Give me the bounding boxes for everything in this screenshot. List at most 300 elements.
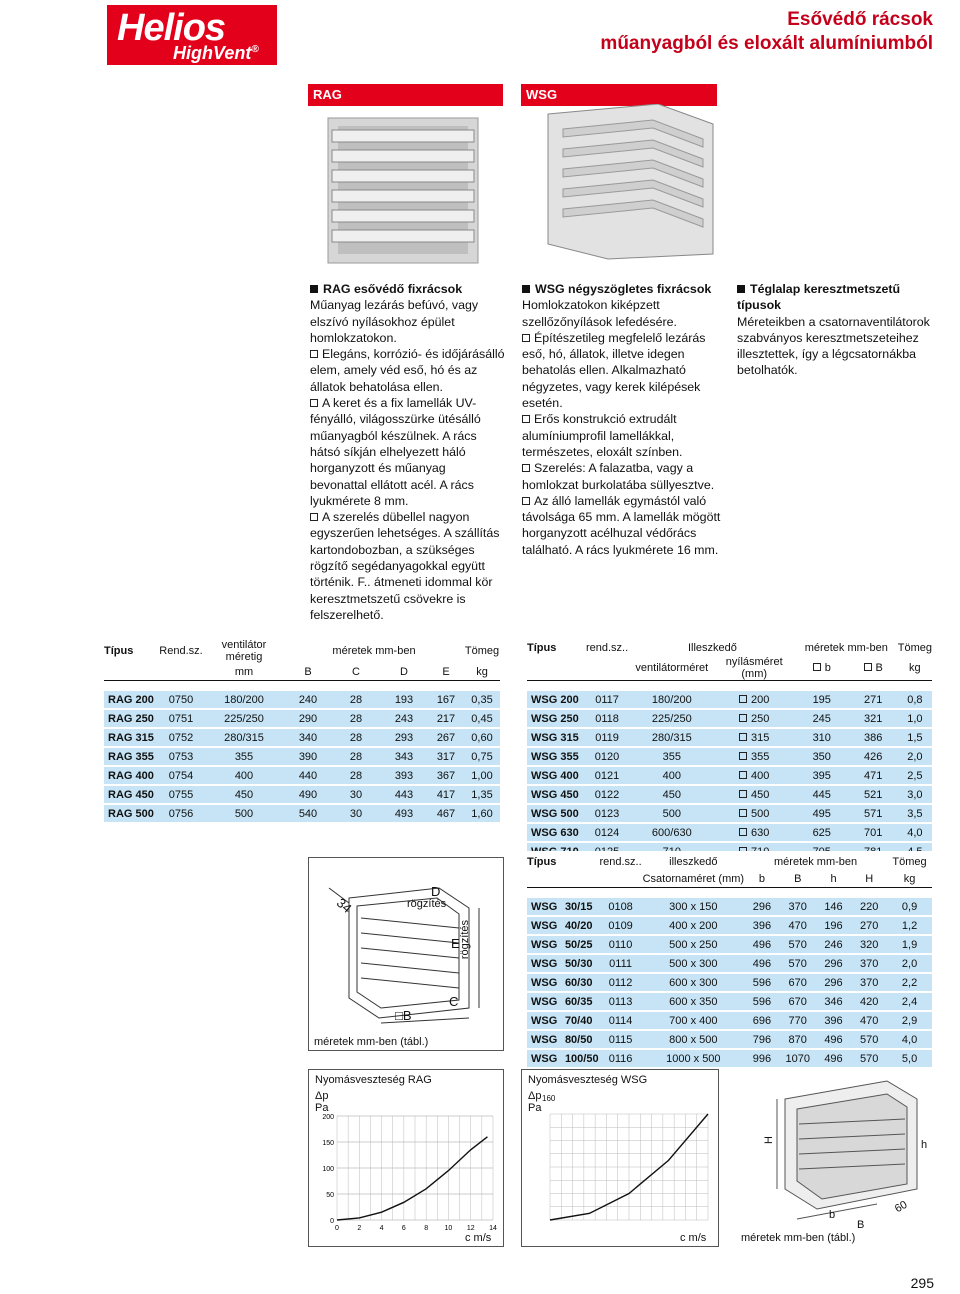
table-cell: 290 — [298, 712, 318, 725]
table-cell: 0,35 — [471, 693, 493, 706]
table-cell: 28 — [349, 731, 363, 744]
rag-chart-svg — [309, 1070, 503, 1246]
table-cell: 296 — [824, 957, 843, 970]
helios-logo — [107, 5, 277, 65]
col-weight-unit: kg — [476, 665, 488, 678]
table-cell: 470 — [788, 919, 807, 932]
rag-item: A szerelés dübellel nagyon egyszerűen lehetséges. A szállítás kartondobozban, a szükséges rögzítő segédanyagokkal együtt történik. F.. átmeneti idommal kör keresztmetszetű csövekre is felszerelhető. — [310, 510, 500, 622]
dim-34: 34 — [333, 895, 355, 916]
table-cell: 267 — [436, 731, 456, 744]
table-cell: 396 — [752, 919, 772, 932]
table-cell: RAG 200 — [108, 693, 154, 706]
table-cell: 2,5 — [907, 769, 923, 782]
table-cell: 0117 — [595, 693, 619, 706]
table-cell: 195 — [812, 693, 831, 706]
table-cell: 296 — [824, 976, 843, 989]
table-cell: RAG 450 — [108, 788, 154, 801]
table-cell: 2,0 — [907, 750, 923, 763]
wsg-item: Erős konstrukció extrudált alumíniumprofil lamellákkal, természetes, eloxált színben. — [522, 412, 683, 459]
table-cell: 443 — [394, 788, 414, 801]
x-tick-label: 14 — [489, 1225, 497, 1232]
table-cell: WSG 450 — [531, 788, 579, 801]
table-cell: 246 — [824, 938, 843, 951]
wsg-chart-svg — [522, 1070, 718, 1246]
table-row — [527, 709, 932, 728]
table-cell: 996 — [752, 1052, 772, 1065]
table-cell: 315 — [714, 728, 795, 747]
col-E: E — [442, 665, 450, 678]
table-cell: 450 — [714, 785, 795, 804]
table-row — [527, 916, 932, 935]
col-b: b — [795, 656, 849, 681]
table-cell: WSG 200 — [531, 693, 579, 706]
table-cell: 0111 — [609, 957, 632, 970]
wsg-product-image — [538, 104, 718, 264]
table-cell: 1,5 — [907, 731, 923, 744]
table-row — [527, 973, 932, 992]
table-cell: 225/250 — [651, 712, 692, 725]
table-cell: 870 — [788, 1033, 807, 1046]
table-cell: 28 — [349, 769, 363, 782]
table-row — [527, 690, 932, 709]
dim-h: h — [921, 1139, 928, 1151]
table-cell: 496 — [752, 938, 772, 951]
x-tick-label: 10 — [444, 1225, 453, 1232]
chart-title: Nyomásveszteség RAG — [315, 1074, 432, 1086]
wsg-description — [522, 281, 722, 558]
table-cell: 180/200 — [651, 693, 692, 706]
col-h: h — [830, 872, 837, 885]
table-cell: 596 — [752, 976, 772, 989]
table-cell: 496 — [752, 957, 772, 970]
product-bar-rag: RAG — [308, 84, 503, 106]
table-row — [527, 935, 932, 954]
table-cell: 0108 — [608, 900, 633, 913]
rect-drawing-caption: méretek mm-ben (tábl.) — [741, 1232, 856, 1244]
table-cell: 30/15 — [564, 900, 593, 913]
table-cell: 781 — [864, 845, 883, 858]
table-cell: 426 — [864, 750, 883, 763]
chart-ytick: 160 — [542, 1094, 556, 1103]
table-cell: 0750 — [168, 693, 194, 706]
table-cell: 240 — [298, 693, 318, 706]
table-row — [104, 728, 500, 747]
table-cell: 0,8 — [907, 693, 923, 706]
table-row — [527, 747, 932, 766]
wsg-table — [527, 637, 932, 860]
table-cell: 0,45 — [471, 712, 493, 725]
rect-heading: Téglalap keresztmetszetű típusok — [737, 282, 901, 313]
table-cell: 471 — [864, 769, 883, 782]
table-row — [104, 709, 500, 728]
logo-main: Helios — [117, 7, 226, 49]
table-cell: 596 — [752, 995, 772, 1008]
table-cell: 1,0 — [907, 712, 923, 725]
col-fan: ventilátorméret — [635, 662, 709, 674]
table-cell: 50/30 — [564, 957, 593, 970]
table-cell: 370 — [788, 900, 807, 913]
col-weight-unit: kg — [903, 872, 916, 885]
rag-item: A keret és a fix lamellák UV-fényálló, világosszürke ütésálló műanyagból készülnek. A rács hátsó síkján elhelyezett háló horganyzott és műanyag bevonattal ellátott acél. A rács lyukmérete 8 mm. — [310, 396, 481, 508]
logo-sub: HighVent® — [173, 43, 259, 63]
table-cell: 600 x 350 — [669, 995, 718, 1008]
col-B: B — [794, 872, 802, 885]
col-weight-unit: kg — [909, 662, 921, 674]
table-row — [104, 747, 500, 766]
page-title-line1: Esővédő rácsok — [787, 9, 933, 30]
table-cell: 300 x 150 — [669, 900, 718, 913]
y-tick-label: 200 — [322, 1114, 334, 1121]
table-cell: 28 — [349, 750, 363, 763]
table-row — [527, 954, 932, 973]
col-D: D — [400, 665, 408, 678]
table-cell: 570 — [788, 957, 807, 970]
col-dims: méretek mm-ben — [774, 855, 858, 868]
table-cell: 800 x 500 — [669, 1033, 718, 1046]
table-cell: 0113 — [608, 995, 633, 1008]
table-cell: 0121 — [594, 769, 620, 782]
table-cell: 390 — [298, 750, 318, 763]
col-fit: Illeszkedő — [687, 641, 737, 654]
table-cell: WSG — [531, 995, 558, 1008]
table-row — [527, 1011, 932, 1030]
table-cell: 2,0 — [901, 957, 918, 970]
table-cell: 296 — [752, 900, 772, 913]
col-weight: Tömeg — [892, 855, 927, 868]
series-line — [337, 1137, 487, 1220]
table-cell: 1,00 — [471, 769, 493, 782]
table-cell: 386 — [864, 731, 883, 744]
table-cell: 570 — [788, 938, 807, 951]
table-cell: WSG 250 — [531, 712, 579, 725]
table-cell: 0118 — [595, 712, 619, 725]
table-cell: WSG 355 — [531, 750, 579, 763]
wsg-intro: Homlokzatokon kiképzett szellőzőnyílások lefedésére. — [522, 298, 677, 329]
col-dims: méretek mm-ben — [332, 645, 416, 657]
x-tick-label: 12 — [466, 1225, 475, 1232]
table-cell: 4,0 — [901, 1033, 918, 1046]
table-cell: 2,4 — [901, 995, 918, 1008]
table-row — [527, 992, 932, 1011]
table-cell: 396 — [824, 1014, 843, 1027]
table-cell: 417 — [436, 788, 456, 801]
x-tick-label: 8 — [424, 1225, 429, 1232]
table-cell: 0753 — [168, 750, 194, 763]
table-cell: 0109 — [608, 919, 633, 932]
col-ref: Rend.sz. — [159, 645, 203, 657]
col-duct: Csatornaméret (mm) — [642, 872, 745, 885]
table-cell: 3,5 — [907, 807, 923, 820]
table-cell: 270 — [860, 919, 879, 932]
table-cell: 4,0 — [907, 826, 923, 839]
y-tick-label: 150 — [322, 1140, 334, 1147]
chart-xunit: c m/s — [680, 1232, 707, 1244]
rag-table — [104, 637, 500, 822]
table-cell: 0124 — [594, 826, 620, 839]
table-cell: 317 — [436, 750, 456, 763]
table-cell: 40/20 — [564, 919, 593, 932]
table-cell: 0120 — [594, 750, 620, 763]
dim-b: b — [829, 1209, 836, 1221]
table-cell: 570 — [860, 1052, 879, 1065]
table-row — [527, 823, 932, 842]
col-B: B — [304, 665, 312, 678]
table-cell: 355 — [234, 750, 254, 763]
table-cell: 493 — [394, 807, 414, 820]
table-cell: 0,60 — [471, 731, 493, 744]
label-fixing-2: rögzítés — [459, 920, 471, 960]
table-cell: 321 — [864, 712, 883, 725]
table-cell: 0123 — [594, 807, 620, 820]
table-row — [104, 785, 500, 804]
table-cell: 2,2 — [901, 976, 918, 989]
table-cell: 2,9 — [901, 1014, 918, 1027]
table-cell: 280/315 — [224, 731, 264, 744]
wsg-rect-table — [527, 851, 932, 1067]
chart-yunit: Pa — [528, 1102, 542, 1114]
table-cell: 0,9 — [901, 900, 918, 913]
table-cell: 250 — [714, 709, 795, 728]
table-cell: 496 — [824, 1052, 843, 1065]
dim-D: D — [431, 884, 441, 899]
wsg-item: Szerelés: A falazatba, vagy a homlokzat burkolatába süllyesztve. — [522, 461, 715, 492]
table-cell: 470 — [860, 1014, 879, 1027]
col-weight: Tömeg — [897, 641, 932, 654]
rag-drawing — [308, 857, 504, 1051]
table-cell: 271 — [864, 693, 883, 706]
col-type: Típus — [104, 645, 134, 657]
col-ref: rend.sz.. — [585, 641, 629, 654]
table-row — [527, 804, 932, 823]
table-cell: 705 — [812, 845, 831, 858]
table-cell: 467 — [436, 807, 456, 820]
table-cell: 0751 — [168, 712, 194, 725]
rect-drawing — [737, 1069, 933, 1249]
table-cell: 370 — [860, 976, 879, 989]
wsg-item: Az álló lamellák egymástól való távolsága 65 mm. A lamellák mögött horganyzott acélhuzal védőrács található. A rács lyukmérete 16 mm. — [522, 493, 721, 557]
table-cell: 0754 — [168, 769, 194, 782]
table-cell: 1000 x 500 — [666, 1052, 721, 1065]
col-fan: ventilátor méretig — [221, 639, 267, 663]
table-cell: 60/35 — [564, 995, 593, 1008]
table-cell: 367 — [436, 769, 456, 782]
x-tick-label: 4 — [379, 1225, 384, 1232]
col-type: Típus — [527, 641, 557, 654]
page-title-line2: műanyagból és eloxált alumíniumból — [600, 33, 933, 54]
table-cell: 0,75 — [471, 750, 493, 763]
table-cell: 30 — [349, 788, 363, 801]
table-cell: WSG 400 — [531, 769, 579, 782]
table-cell: 0110 — [608, 938, 633, 951]
table-cell: 1070 — [785, 1052, 810, 1065]
rect-description — [737, 281, 932, 379]
page-title — [600, 8, 933, 56]
table-cell: 495 — [812, 807, 831, 820]
rect-body: Méreteikben a csatornaventilátorok szabványos keresztmetszeteihez illesztettek, így a légcsatornákba betolhatók. — [737, 314, 930, 378]
table-cell: 450 — [662, 788, 681, 801]
col-b: b — [758, 872, 766, 885]
table-cell: WSG — [531, 1052, 558, 1065]
dim-B: B — [857, 1219, 865, 1231]
page-number: 295 — [910, 1275, 934, 1291]
table-cell: 3,0 — [907, 788, 923, 801]
table-cell: 310 — [812, 731, 831, 744]
dim-B: □B — [395, 1008, 412, 1023]
table-cell: 700 x 400 — [669, 1014, 718, 1027]
table-cell: 355 — [662, 750, 681, 763]
table-cell: 0119 — [595, 731, 619, 744]
table-cell: 80/50 — [564, 1033, 593, 1046]
chart-ylabel: Δp — [315, 1090, 329, 1102]
table-cell: 0116 — [608, 1052, 633, 1065]
col-H: H — [865, 872, 874, 885]
table-cell: 70/40 — [564, 1014, 593, 1027]
col-opening: nyílásméret (mm) — [725, 656, 783, 680]
table-cell: 343 — [394, 750, 414, 763]
table-cell: 521 — [864, 788, 883, 801]
table-cell: 350 — [812, 750, 831, 763]
table-cell: 500 — [662, 807, 681, 820]
table-cell: 320 — [860, 938, 879, 951]
table-cell: WSG — [531, 900, 558, 913]
table-cell: 710 — [714, 842, 795, 860]
table-cell: 500 — [714, 804, 795, 823]
table-cell: WSG — [531, 976, 558, 989]
table-cell: RAG 500 — [108, 807, 154, 820]
col-weight: Tömeg — [464, 645, 500, 657]
table-cell: 490 — [298, 788, 318, 801]
table-cell: 146 — [824, 900, 843, 913]
table-cell: 400 — [662, 769, 681, 782]
table-cell: 293 — [394, 731, 414, 744]
table-cell: 625 — [812, 826, 831, 839]
col-B: B — [849, 656, 898, 681]
table-cell: WSG 315 — [531, 731, 579, 744]
table-cell: WSG 710 — [531, 845, 579, 858]
dim-H: H — [762, 1136, 775, 1144]
table-cell: 50/25 — [564, 938, 593, 951]
table-cell: 0755 — [168, 788, 194, 801]
table-cell: 196 — [824, 919, 843, 932]
table-cell: WSG — [531, 957, 558, 970]
table-cell: 500 x 300 — [669, 957, 718, 970]
rag-description — [310, 281, 505, 623]
table-cell: 770 — [788, 1014, 807, 1027]
table-cell: 180/200 — [224, 693, 264, 706]
table-cell: 796 — [752, 1033, 772, 1046]
table-cell: WSG — [531, 938, 558, 951]
table-cell: 280/315 — [651, 731, 692, 744]
table-cell: 370 — [860, 957, 879, 970]
col-fit: illeszkedő — [669, 855, 718, 868]
table-cell: 0112 — [608, 976, 633, 989]
table-row — [527, 766, 932, 785]
table-cell: WSG — [531, 1033, 558, 1046]
table-cell: 400 — [714, 766, 795, 785]
table-cell: 28 — [349, 693, 363, 706]
rag-product-image — [308, 110, 503, 270]
product-bar-wsg: WSG — [521, 84, 717, 106]
table-cell: 445 — [812, 788, 831, 801]
table-cell: 450 — [234, 788, 254, 801]
drawing-caption: méretek mm-ben (tábl.) — [314, 1036, 429, 1048]
table-cell: 500 — [234, 807, 254, 820]
table-cell: 355 — [714, 747, 795, 766]
chart-yunit: Pa — [315, 1102, 329, 1114]
table-cell: WSG — [531, 919, 558, 932]
table-cell: 400 — [234, 769, 254, 782]
x-tick-label: 2 — [357, 1225, 362, 1232]
table-cell: RAG 315 — [108, 731, 154, 744]
table-cell: 570 — [860, 1033, 879, 1046]
table-cell: RAG 355 — [108, 750, 154, 763]
table-cell: 1,60 — [471, 807, 493, 820]
label-fixing-1: rögzítés — [407, 898, 447, 910]
table-cell: 220 — [860, 900, 879, 913]
table-cell: 440 — [298, 769, 318, 782]
table-cell: 217 — [436, 712, 456, 725]
wsg-item: Építészetileg megfelelő lezárás eső, hó, állatok, illetve idegen behatolás ellen. Alkalmazható négyzetes, vagy kerek kilépések esetén. — [522, 330, 706, 411]
table-cell: 346 — [824, 995, 843, 1008]
table-cell: 393 — [394, 769, 414, 782]
table-cell: 420 — [860, 995, 879, 1008]
table-row — [104, 690, 500, 709]
y-tick-label: 50 — [326, 1192, 334, 1199]
col-C: C — [352, 665, 360, 678]
table-cell: 0756 — [168, 807, 194, 820]
table-cell: 0115 — [608, 1033, 633, 1046]
table-cell: 4,5 — [907, 845, 923, 858]
table-cell: 0125 — [594, 845, 620, 858]
rag-drawing-svg — [309, 858, 503, 1028]
table-cell: 100/50 — [564, 1052, 599, 1065]
col-fan-unit: mm — [234, 665, 254, 678]
chart-xunit: c m/s — [465, 1232, 492, 1244]
table-cell: 28 — [349, 712, 363, 725]
rag-item: Elegáns, korrózió- és időjárásálló elem, amely véd eső, hó és az állatok behatolása ellen. — [310, 347, 505, 394]
table-cell: 630 — [714, 823, 795, 842]
dim-E: E — [451, 936, 460, 951]
table-cell: 1,9 — [901, 938, 918, 951]
y-tick-label: 100 — [322, 1166, 334, 1173]
table-cell: 200 — [714, 690, 795, 709]
table-cell: 30 — [349, 807, 363, 820]
table-cell: 670 — [788, 995, 807, 1008]
table-row — [527, 1030, 932, 1049]
table-cell: 400 x 200 — [669, 919, 718, 932]
table-cell: WSG — [531, 1014, 558, 1027]
col-dims: méretek mm-ben — [804, 641, 888, 654]
table-cell: 1,2 — [901, 919, 918, 932]
dim-60: 60 — [892, 1198, 910, 1216]
table-cell: 340 — [298, 731, 318, 744]
rag-intro: Műanyag lezárás befúvó, vagy elszívó nyílásokhoz épület homlokzatokon. — [310, 298, 479, 345]
table-cell: WSG 500 — [531, 807, 579, 820]
table-cell: 571 — [864, 807, 883, 820]
table-cell: RAG 250 — [108, 712, 154, 725]
wsg-pressure-chart — [521, 1069, 719, 1247]
table-cell: 1,35 — [471, 788, 493, 801]
table-cell: 5,0 — [901, 1052, 918, 1065]
table-cell: 540 — [298, 807, 318, 820]
table-cell: 245 — [812, 712, 831, 725]
table-cell: WSG 630 — [531, 826, 579, 839]
table-row — [527, 1049, 932, 1067]
table-row — [104, 766, 500, 785]
table-cell: 0752 — [168, 731, 194, 744]
table-cell: 225/250 — [224, 712, 264, 725]
table-cell: 243 — [394, 712, 414, 725]
